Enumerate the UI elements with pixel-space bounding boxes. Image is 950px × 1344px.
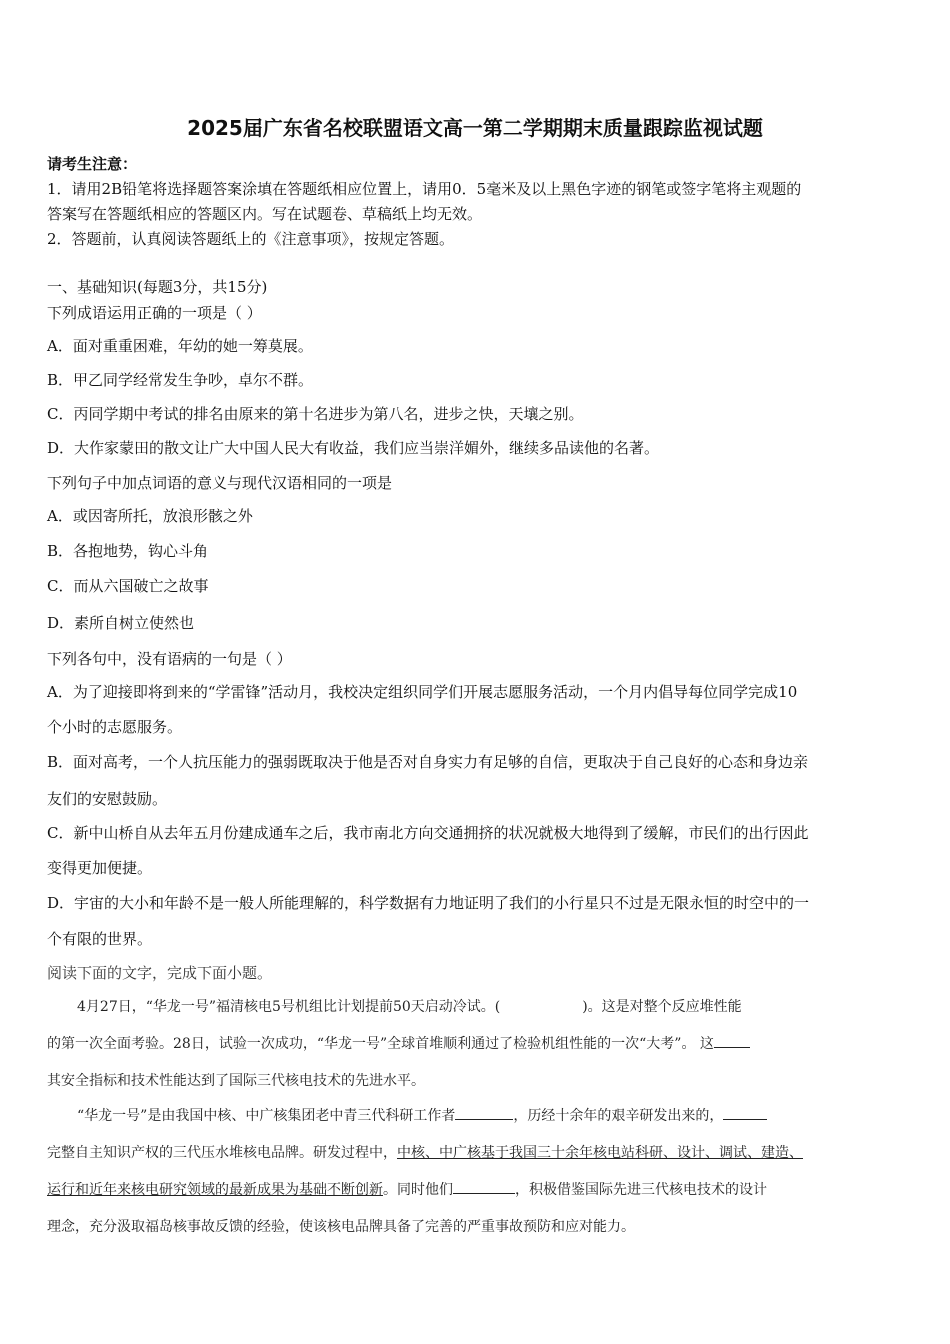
question-2-option-c: C．而从六国破亡之故事 — [47, 577, 209, 595]
passage-text: 4月27日，“华龙一号”福清核电5号机组比计划提前50天启动冷试。( — [77, 999, 501, 1015]
question-3-stem: 下列各句中，没有语病的一句是（ ） — [47, 650, 292, 668]
notice-item-1: 1．请用2B铅笔将选择题答案涂填在答题纸相应位置上，请用0．5毫米及以上黑色字迹的钢笔或签字笔将主观题的 — [47, 180, 802, 198]
passage-p1-line-1 — [77, 996, 742, 1016]
notice-item-1-cont: 答案写在答题纸相应的答题区内。写在试题卷、草稿纸上均无效。 — [47, 205, 483, 223]
question-3-option-c: C．新中山桥自从去年五月份建成通车之后，我市南北方向交通拥挤的状况就极大地得到了缓解，市民们的出行因此 — [47, 824, 809, 842]
question-1-option-c: C．丙同学期中考试的排名由原来的第十名进步为第八名，进步之快，天壤之别。 — [47, 405, 584, 423]
question-3-option-a: A．为了迎接即将到来的“学雷锋”活动月，我校决定组织同学们开展志愿服务活动，一个月内倡导每位同学完成10 — [47, 683, 798, 701]
passage-text: 的第一次全面考验。28日，试验一次成功，“华龙一号”全球首堆顺利通过了检验机组性能的一次“大考”。 这 — [47, 1036, 714, 1052]
section-heading: 一、基础知识(每题3分，共15分) — [47, 278, 268, 296]
question-3-option-b-cont: 友们的安慰鼓励。 — [47, 790, 168, 808]
underlined-sentence-cont: 运行和近年来核电研究领域的最新成果为基础不断创新 — [47, 1182, 383, 1198]
passage-p2-line-4: 理念，充分汲取福岛核事故反馈的经验，使该核电品牌具备了完善的严重事故预防和应对能力。 — [47, 1219, 635, 1235]
passage-text: )。这是对整个反应堆性能 — [582, 999, 742, 1015]
passage-p2-line-1 — [77, 1105, 767, 1125]
question-3-option-b: B．面对高考，一个人抗压能力的强弱既取决于他是否对自身实力有足够的自信，更取决于自己良好的心态和身边亲 — [47, 753, 809, 771]
question-2-option-a: A．或因寄所托，放浪形骸之外 — [47, 507, 253, 525]
question-3-option-c-cont: 变得更加便捷。 — [47, 859, 153, 877]
question-1-option-a: A．面对重重困难，年幼的她一筹莫展。 — [47, 337, 313, 355]
question-2-option-d: D．素所自树立使然也 — [47, 614, 195, 632]
passage-text: ，历经十余年的艰辛研发出来的， — [513, 1108, 724, 1124]
passage-text: ，积极借鉴国际先进三代核电技术的设计 — [515, 1182, 767, 1198]
answer-blank — [455, 1105, 513, 1120]
notice-heading: 请考生注意： — [47, 155, 138, 173]
passage-p1-line-3: 其安全指标和技术性能达到了国际三代核电技术的先进水平。 — [47, 1073, 425, 1089]
question-1-option-d: D．大作家蒙田的散文让广大中国人民大有收益，我们应当崇洋媚外，继续多品读他的名著。 — [47, 439, 660, 457]
question-3-option-a-cont: 个小时的志愿服务。 — [47, 718, 183, 736]
question-2-option-b: B．各抱地势，钩心斗角 — [47, 542, 209, 560]
question-1-stem: 下列成语运用正确的一项是（ ） — [47, 304, 262, 322]
answer-blank — [453, 1179, 515, 1194]
passage-p2-line-2 — [47, 1142, 803, 1162]
question-3-option-d: D．宇宙的大小和年龄不是一般人所能理解的，科学数据有力地证明了我们的小行星只不过是无限永恒的时空中的一 — [47, 894, 810, 912]
question-3-option-d-cont: 个有限的世界。 — [47, 930, 153, 948]
answer-blank — [723, 1105, 767, 1120]
underlined-sentence: 中核、中广核基于我国三十余年核电站科研、设计、调试、建造、 — [397, 1145, 803, 1161]
passage-text: 。同时他们 — [383, 1182, 453, 1198]
passage-p2-line-3 — [47, 1179, 767, 1199]
passage-text: “华龙一号”是由我国中核、中广核集团老中青三代科研工作者 — [77, 1108, 456, 1124]
passage-text: 完整自主知识产权的三代压水堆核电品牌。研发过程中， — [47, 1145, 397, 1161]
reading-intro: 阅读下面的文字，完成下面小题。 — [47, 964, 273, 982]
answer-blank — [714, 1033, 750, 1048]
exam-title: 2025届广东省名校联盟语文高一第二学期期末质量跟踪监视试题 — [187, 116, 763, 140]
question-2-stem: 下列句子中加点词语的意义与现代汉语相同的一项是 — [47, 474, 393, 492]
notice-item-2: 2．答题前，认真阅读答题纸上的《注意事项》，按规定答题。 — [47, 230, 455, 248]
passage-p1-line-2 — [47, 1033, 750, 1053]
question-1-option-b: B．甲乙同学经常发生争吵，卓尔不群。 — [47, 371, 314, 389]
